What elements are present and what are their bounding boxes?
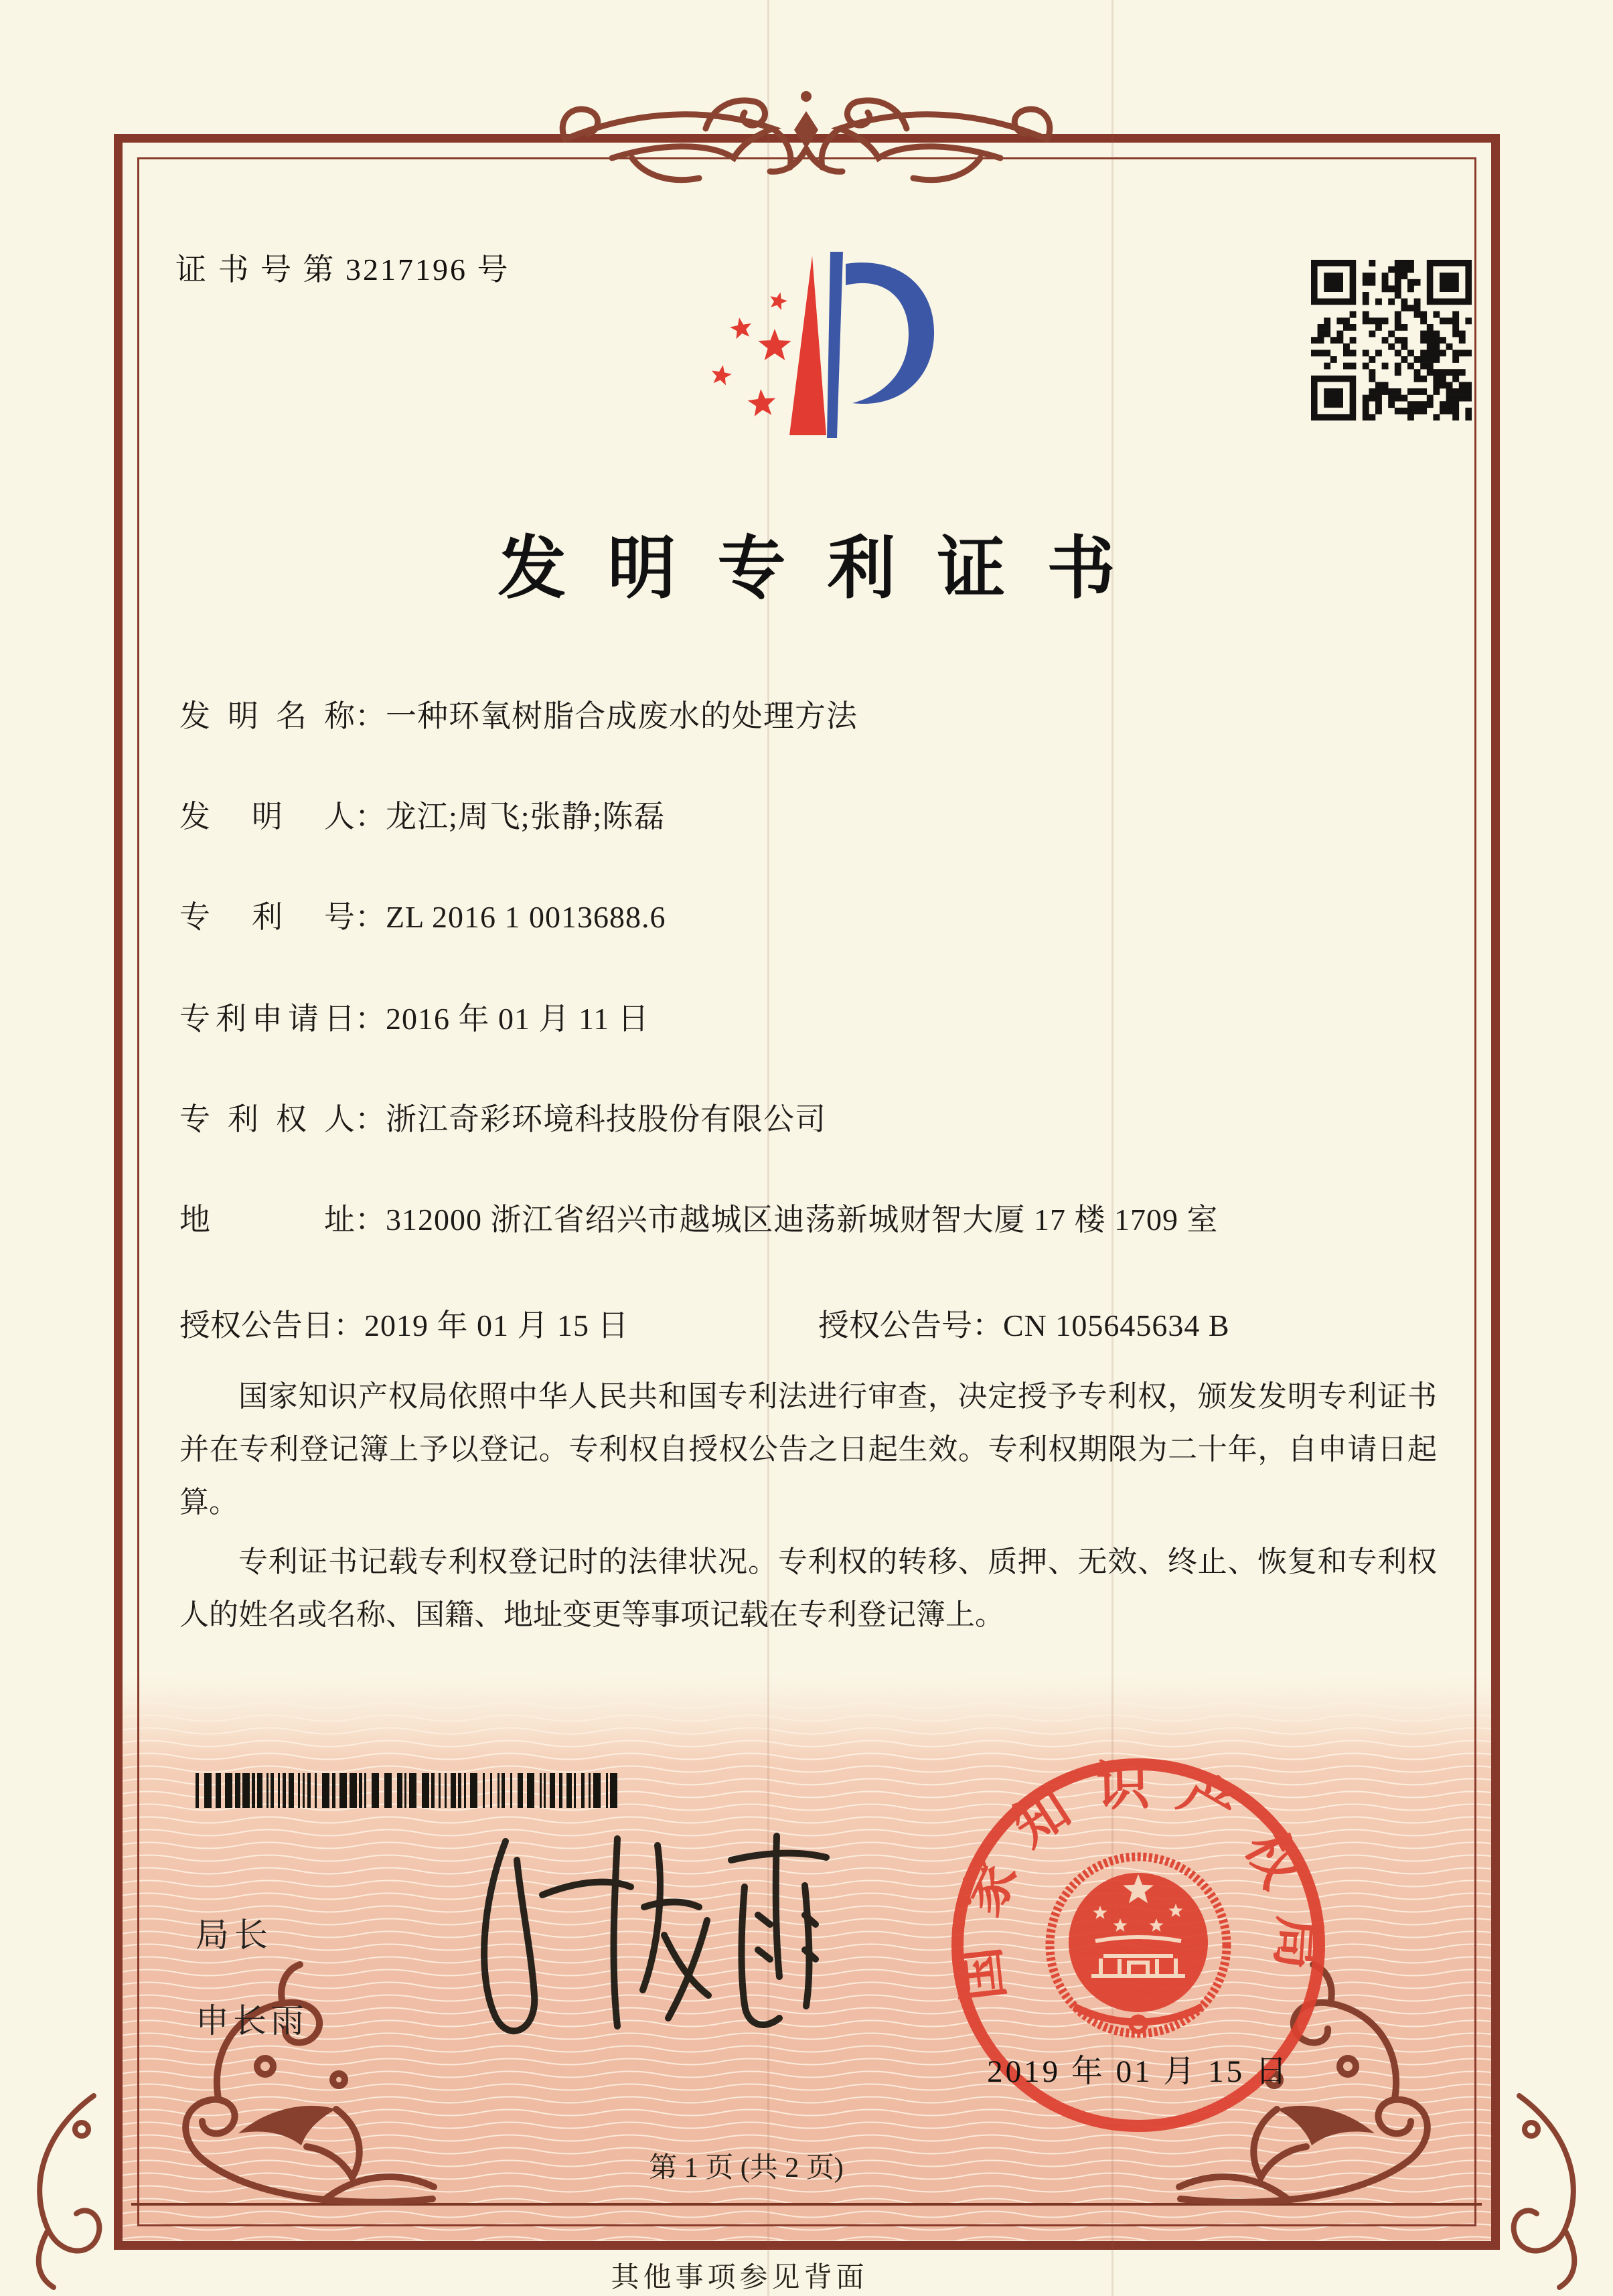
back-side-note: 其他事项参见背面 — [611, 2263, 868, 2293]
field-row-invention-name: 发明名称：一种环氧树脂合成废水的处理方法 — [179, 695, 858, 738]
qr-code — [1311, 260, 1472, 420]
field-row-filing-date: 专利申请日：2016 年 01 月 11 日 — [179, 998, 649, 1041]
field-row-grant — [179, 1304, 1452, 1347]
legal-text — [179, 1370, 1437, 1648]
field-row-address: 地址：312000 浙江省绍兴市越城区迪荡新城财智大厦 17 楼 1709 室 — [179, 1199, 1452, 1241]
field-value: 2016 年 01 月 11 日 — [386, 1002, 649, 1036]
field-value: 浙江奇彩环境科技股份有限公司 — [386, 1102, 826, 1136]
field-label: 发明名称 — [179, 699, 355, 733]
field-label: 发明人 — [179, 799, 355, 834]
logo-blue-bar — [827, 252, 843, 438]
legal-paragraph-1: 国家知识产权局依照中华人民共和国专利法进行审查，决定授予专利权，颁发发明专利证书并在专利登记簿上予以登记。专利权自授权公告之日起生效。专利权期限为二十年，自申请日起算。 — [179, 1380, 1437, 1519]
field-row-patentee: 专利权人：浙江奇彩环境科技股份有限公司 — [179, 1098, 826, 1141]
grant-number-label: 授权公告号 — [818, 1308, 972, 1343]
legal-paragraph-2: 专利证书记载专利权登记时的法律状况。专利权的转移、质押、无效、终止、恢复和专利权人的姓名或名称、国籍、地址变更等事项记载在专利登记簿上。 — [179, 1545, 1437, 1631]
seal-date: 2019 年 01 月 15 日 — [987, 2054, 1290, 2089]
page-corner-ornament-right — [1506, 2089, 1606, 2290]
field-value: 一种环氧树脂合成废水的处理方法 — [386, 699, 858, 733]
director-name: 申长雨 — [196, 2002, 308, 2040]
field-label: 专利权人 — [179, 1102, 355, 1136]
field-row-inventors: 发明人：龙江;周飞;张静;陈磊 — [179, 795, 665, 838]
certificate-number: 证 书 号 第 3217196 号 — [175, 252, 510, 287]
grant-number-pair: 授权公告号：CN 105645634 B — [818, 1308, 1230, 1343]
cnipa-logo-icon — [693, 246, 954, 447]
field-row-patent-number: 专利号：ZL 2016 1 0013688.6 — [179, 896, 666, 939]
grant-date-pair: 授权公告日：2019 年 01 月 15 日 — [179, 1308, 629, 1343]
national-emblem — [1050, 1857, 1227, 2034]
grant-date-value: 2019 年 01 月 15 日 — [364, 1308, 629, 1343]
grant-number-value: CN 105645634 B — [1003, 1308, 1230, 1343]
logo-blue-bowl — [846, 262, 934, 404]
logo-red-wedge — [789, 256, 826, 435]
director-signature — [442, 1801, 857, 2062]
field-value: 龙江;周飞;张静;陈磊 — [386, 799, 666, 834]
field-value: 312000 浙江省绍兴市越城区迪荡新城财智大厦 17 楼 1709 室 — [386, 1203, 1219, 1237]
director-title-label: 局长 — [196, 1916, 273, 1954]
field-label: 地址 — [179, 1203, 355, 1237]
field-value: ZL 2016 1 0013688.6 — [386, 900, 666, 934]
top-dragon-ornament — [552, 64, 1061, 218]
grant-date-label: 授权公告日 — [179, 1308, 333, 1343]
page-number: 第 1 页 (共 2 页) — [649, 2153, 844, 2184]
field-label: 专利申请日 — [179, 1002, 355, 1036]
seal-text: 国家知识产权局 — [947, 1756, 1328, 2004]
certificate-title: 发明专利证书 — [497, 532, 1157, 607]
field-label: 专利号 — [179, 900, 355, 934]
